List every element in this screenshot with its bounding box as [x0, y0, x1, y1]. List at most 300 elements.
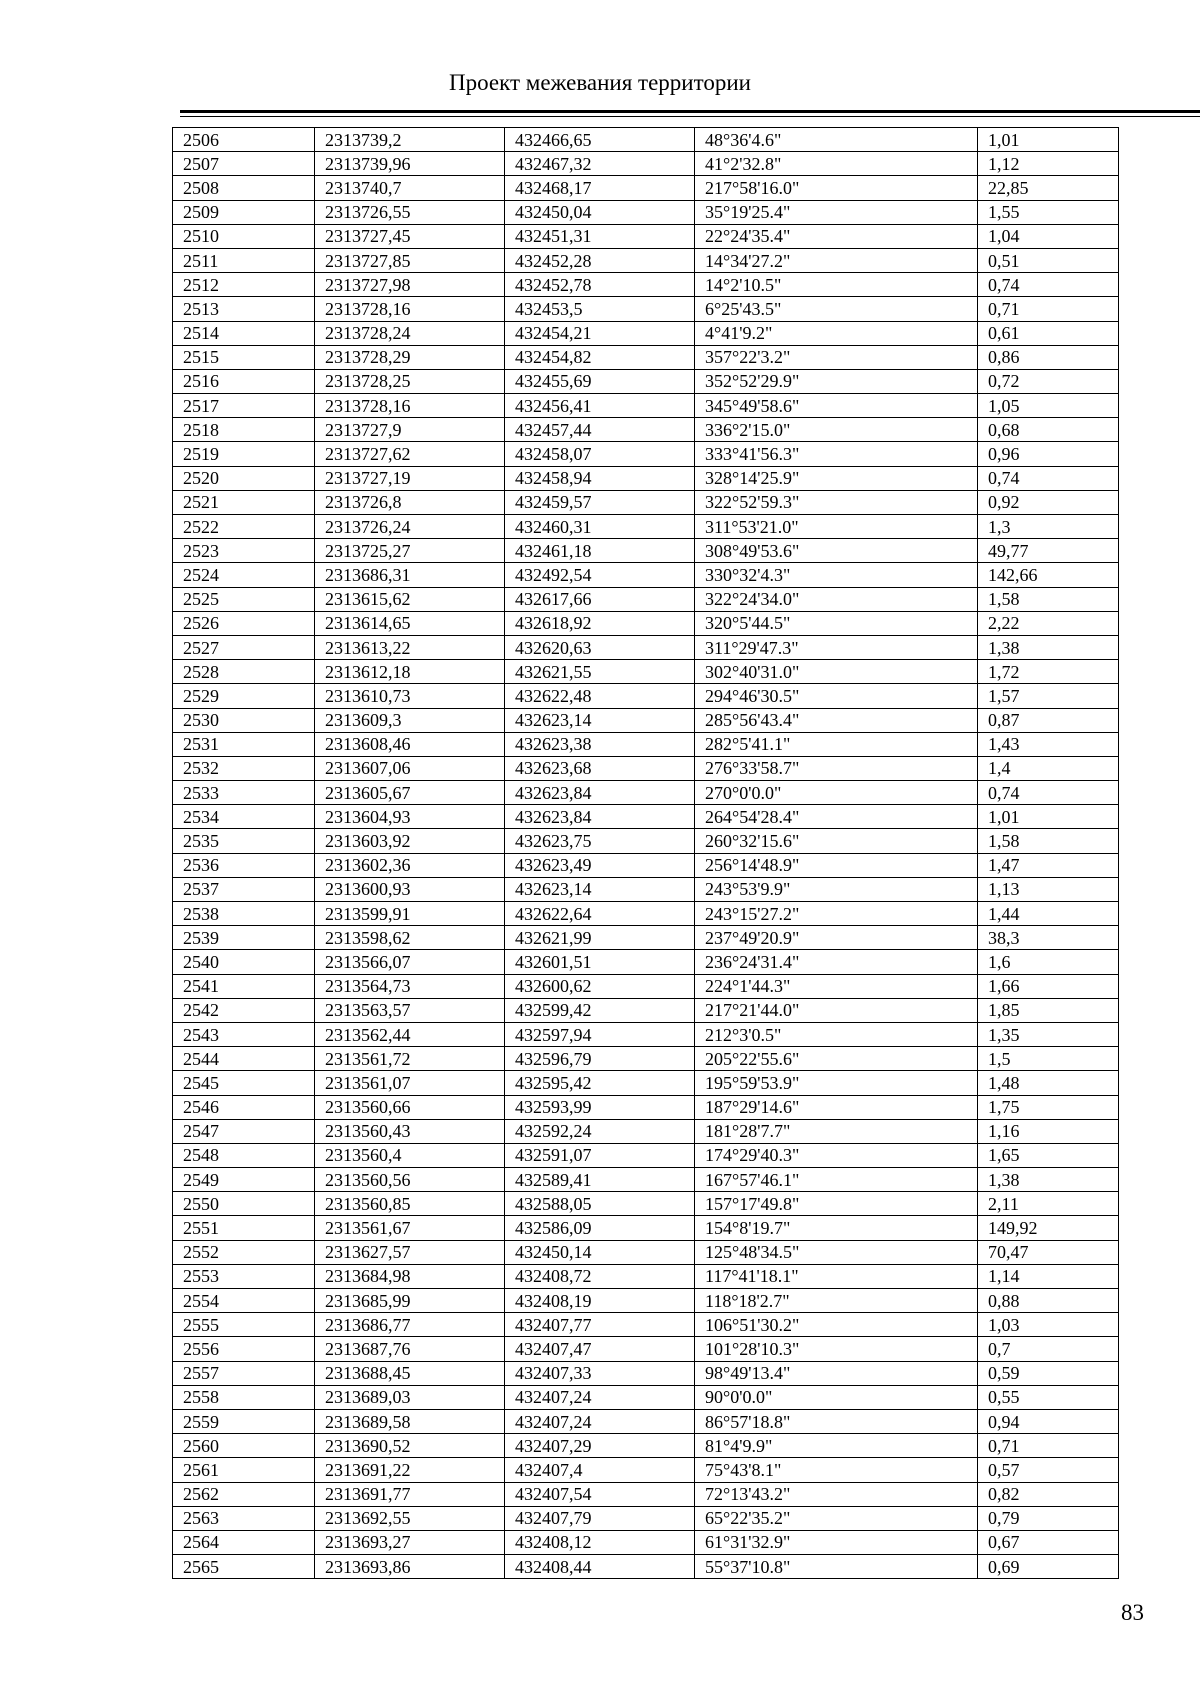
- point-number-cell: 2509: [173, 200, 315, 224]
- table-row: [173, 1071, 1119, 1095]
- distance-cell: 1,6: [978, 950, 1119, 974]
- distance-cell: 1,43: [978, 732, 1119, 756]
- distance-cell: 1,38: [978, 1168, 1119, 1192]
- x-coordinate-cell: 2313727,19: [315, 466, 505, 490]
- y-coordinate-cell: 432450,04: [505, 200, 695, 224]
- distance-cell: 1,35: [978, 1022, 1119, 1046]
- direction-angle-cell: 320°5'44.5": [695, 611, 978, 635]
- distance-cell: 1,01: [978, 805, 1119, 829]
- x-coordinate-cell: 2313728,24: [315, 321, 505, 345]
- direction-angle-cell: 65°22'35.2": [695, 1506, 978, 1530]
- direction-angle-cell: 270°0'0.0": [695, 781, 978, 805]
- distance-cell: 1,01: [978, 128, 1119, 152]
- point-number-cell: 2508: [173, 176, 315, 200]
- point-number-cell: 2561: [173, 1458, 315, 1482]
- direction-angle-cell: 336°2'15.0": [695, 418, 978, 442]
- y-coordinate-cell: 432408,12: [505, 1530, 695, 1554]
- x-coordinate-cell: 2313605,67: [315, 781, 505, 805]
- y-coordinate-cell: 432407,33: [505, 1361, 695, 1385]
- point-number-cell: 2555: [173, 1313, 315, 1337]
- direction-angle-cell: 48°36'4.6": [695, 128, 978, 152]
- distance-cell: 1,13: [978, 877, 1119, 901]
- table-row: [173, 829, 1119, 853]
- distance-cell: 1,47: [978, 853, 1119, 877]
- point-number-cell: 2510: [173, 224, 315, 248]
- point-number-cell: 2507: [173, 152, 315, 176]
- y-coordinate-cell: 432407,54: [505, 1482, 695, 1506]
- distance-cell: 1,57: [978, 684, 1119, 708]
- x-coordinate-cell: 2313685,99: [315, 1289, 505, 1313]
- point-number-cell: 2545: [173, 1071, 315, 1095]
- x-coordinate-cell: 2313687,76: [315, 1337, 505, 1361]
- point-number-cell: 2542: [173, 998, 315, 1022]
- direction-angle-cell: 322°52'59.3": [695, 490, 978, 514]
- distance-cell: 0,92: [978, 490, 1119, 514]
- direction-angle-cell: 357°22'3.2": [695, 345, 978, 369]
- distance-cell: 0,59: [978, 1361, 1119, 1385]
- table-row: [173, 128, 1119, 152]
- point-number-cell: 2511: [173, 248, 315, 272]
- point-number-cell: 2559: [173, 1409, 315, 1433]
- y-coordinate-cell: 432407,29: [505, 1434, 695, 1458]
- direction-angle-cell: 106°51'30.2": [695, 1313, 978, 1337]
- table-row: [173, 1168, 1119, 1192]
- table-row: [173, 1434, 1119, 1458]
- x-coordinate-cell: 2313726,8: [315, 490, 505, 514]
- x-coordinate-cell: 2313604,93: [315, 805, 505, 829]
- x-coordinate-cell: 2313690,52: [315, 1434, 505, 1458]
- point-number-cell: 2539: [173, 926, 315, 950]
- x-coordinate-cell: 2313602,36: [315, 853, 505, 877]
- direction-angle-cell: 217°21'44.0": [695, 998, 978, 1022]
- y-coordinate-cell: 432623,68: [505, 756, 695, 780]
- x-coordinate-cell: 2313561,07: [315, 1071, 505, 1095]
- y-coordinate-cell: 432407,24: [505, 1409, 695, 1433]
- point-number-cell: 2515: [173, 345, 315, 369]
- x-coordinate-cell: 2313726,24: [315, 515, 505, 539]
- distance-cell: 1,66: [978, 974, 1119, 998]
- distance-cell: 0,71: [978, 1434, 1119, 1458]
- direction-angle-cell: 61°31'32.9": [695, 1530, 978, 1554]
- table-row: [173, 1385, 1119, 1409]
- x-coordinate-cell: 2313614,65: [315, 611, 505, 635]
- table-row: [173, 1264, 1119, 1288]
- y-coordinate-cell: 432595,42: [505, 1071, 695, 1095]
- point-number-cell: 2524: [173, 563, 315, 587]
- point-number-cell: 2549: [173, 1168, 315, 1192]
- distance-cell: 0,96: [978, 442, 1119, 466]
- table-row: [173, 273, 1119, 297]
- y-coordinate-cell: 432597,94: [505, 1022, 695, 1046]
- table-row: [173, 490, 1119, 514]
- distance-cell: 1,38: [978, 635, 1119, 659]
- distance-cell: 1,03: [978, 1313, 1119, 1337]
- table-row: [173, 1192, 1119, 1216]
- y-coordinate-cell: 432617,66: [505, 587, 695, 611]
- point-number-cell: 2531: [173, 732, 315, 756]
- point-number-cell: 2530: [173, 708, 315, 732]
- table-row: [173, 345, 1119, 369]
- y-coordinate-cell: 432622,48: [505, 684, 695, 708]
- distance-cell: 2,22: [978, 611, 1119, 635]
- x-coordinate-cell: 2313612,18: [315, 660, 505, 684]
- direction-angle-cell: 308°49'53.6": [695, 539, 978, 563]
- x-coordinate-cell: 2313560,66: [315, 1095, 505, 1119]
- direction-angle-cell: 35°19'25.4": [695, 200, 978, 224]
- direction-angle-cell: 311°29'47.3": [695, 635, 978, 659]
- distance-cell: 0,87: [978, 708, 1119, 732]
- x-coordinate-cell: 2313728,29: [315, 345, 505, 369]
- direction-angle-cell: 154°8'19.7": [695, 1216, 978, 1240]
- point-number-cell: 2556: [173, 1337, 315, 1361]
- header-rule-thin: [180, 116, 1200, 117]
- y-coordinate-cell: 432407,79: [505, 1506, 695, 1530]
- x-coordinate-cell: 2313686,77: [315, 1313, 505, 1337]
- direction-angle-cell: 243°15'27.2": [695, 902, 978, 926]
- page-header-title: Проект межевания территории: [449, 70, 751, 95]
- direction-angle-cell: 345°49'58.6": [695, 394, 978, 418]
- table-row: [173, 224, 1119, 248]
- x-coordinate-cell: 2313608,46: [315, 732, 505, 756]
- point-number-cell: 2565: [173, 1555, 315, 1579]
- point-number-cell: 2562: [173, 1482, 315, 1506]
- direction-angle-cell: 6°25'43.5": [695, 297, 978, 321]
- point-number-cell: 2521: [173, 490, 315, 514]
- x-coordinate-cell: 2313727,45: [315, 224, 505, 248]
- x-coordinate-cell: 2313561,72: [315, 1047, 505, 1071]
- distance-cell: 0,82: [978, 1482, 1119, 1506]
- x-coordinate-cell: 2313598,62: [315, 926, 505, 950]
- table-row: [173, 902, 1119, 926]
- direction-angle-cell: 118°18'2.7": [695, 1289, 978, 1313]
- point-number-cell: 2563: [173, 1506, 315, 1530]
- table-row: [173, 1240, 1119, 1264]
- table-row: [173, 974, 1119, 998]
- y-coordinate-cell: 432468,17: [505, 176, 695, 200]
- x-coordinate-cell: 2313693,86: [315, 1555, 505, 1579]
- table-row: [173, 756, 1119, 780]
- direction-angle-cell: 322°24'34.0": [695, 587, 978, 611]
- distance-cell: 1,04: [978, 224, 1119, 248]
- direction-angle-cell: 14°2'10.5": [695, 273, 978, 297]
- direction-angle-cell: 41°2'32.8": [695, 152, 978, 176]
- table-row: [173, 321, 1119, 345]
- y-coordinate-cell: 432450,14: [505, 1240, 695, 1264]
- table-row: [173, 466, 1119, 490]
- distance-cell: 149,92: [978, 1216, 1119, 1240]
- x-coordinate-cell: 2313725,27: [315, 539, 505, 563]
- point-number-cell: 2506: [173, 128, 315, 152]
- distance-cell: 1,05: [978, 394, 1119, 418]
- y-coordinate-cell: 432408,44: [505, 1555, 695, 1579]
- distance-cell: 0,61: [978, 321, 1119, 345]
- y-coordinate-cell: 432623,75: [505, 829, 695, 853]
- point-number-cell: 2544: [173, 1047, 315, 1071]
- x-coordinate-cell: 2313615,62: [315, 587, 505, 611]
- table-row: [173, 563, 1119, 587]
- direction-angle-cell: 311°53'21.0": [695, 515, 978, 539]
- y-coordinate-cell: 432460,31: [505, 515, 695, 539]
- point-number-cell: 2526: [173, 611, 315, 635]
- y-coordinate-cell: 432461,18: [505, 539, 695, 563]
- y-coordinate-cell: 432407,47: [505, 1337, 695, 1361]
- distance-cell: 1,55: [978, 200, 1119, 224]
- y-coordinate-cell: 432466,65: [505, 128, 695, 152]
- x-coordinate-cell: 2313728,25: [315, 369, 505, 393]
- y-coordinate-cell: 432492,54: [505, 563, 695, 587]
- point-number-cell: 2551: [173, 1216, 315, 1240]
- distance-cell: 2,11: [978, 1192, 1119, 1216]
- direction-angle-cell: 333°41'56.3": [695, 442, 978, 466]
- x-coordinate-cell: 2313739,2: [315, 128, 505, 152]
- direction-angle-cell: 75°43'8.1": [695, 1458, 978, 1482]
- direction-angle-cell: 282°5'41.1": [695, 732, 978, 756]
- y-coordinate-cell: 432621,99: [505, 926, 695, 950]
- point-number-cell: 2564: [173, 1530, 315, 1554]
- point-number-cell: 2536: [173, 853, 315, 877]
- distance-cell: 1,3: [978, 515, 1119, 539]
- table-row: [173, 248, 1119, 272]
- table-row: [173, 587, 1119, 611]
- point-number-cell: 2513: [173, 297, 315, 321]
- x-coordinate-cell: 2313688,45: [315, 1361, 505, 1385]
- point-number-cell: 2525: [173, 587, 315, 611]
- y-coordinate-cell: 432596,79: [505, 1047, 695, 1071]
- point-number-cell: 2529: [173, 684, 315, 708]
- x-coordinate-cell: 2313692,55: [315, 1506, 505, 1530]
- point-number-cell: 2517: [173, 394, 315, 418]
- y-coordinate-cell: 432586,09: [505, 1216, 695, 1240]
- direction-angle-cell: 125°48'34.5": [695, 1240, 978, 1264]
- coordinates-table: [172, 127, 1119, 1579]
- direction-angle-cell: 101°28'10.3": [695, 1337, 978, 1361]
- distance-cell: 0,79: [978, 1506, 1119, 1530]
- table-row: [173, 1022, 1119, 1046]
- table-row: [173, 539, 1119, 563]
- direction-angle-cell: 352°52'29.9": [695, 369, 978, 393]
- table-row: [173, 200, 1119, 224]
- table-row: [173, 1361, 1119, 1385]
- point-number-cell: 2554: [173, 1289, 315, 1313]
- point-number-cell: 2518: [173, 418, 315, 442]
- table-row: [173, 1337, 1119, 1361]
- table-row: [173, 805, 1119, 829]
- distance-cell: 0,72: [978, 369, 1119, 393]
- point-number-cell: 2514: [173, 321, 315, 345]
- x-coordinate-cell: 2313689,58: [315, 1409, 505, 1433]
- table-row: [173, 1119, 1119, 1143]
- distance-cell: 0,86: [978, 345, 1119, 369]
- point-number-cell: 2560: [173, 1434, 315, 1458]
- direction-angle-cell: 157°17'49.8": [695, 1192, 978, 1216]
- x-coordinate-cell: 2313560,56: [315, 1168, 505, 1192]
- x-coordinate-cell: 2313561,67: [315, 1216, 505, 1240]
- x-coordinate-cell: 2313599,91: [315, 902, 505, 926]
- distance-cell: 0,7: [978, 1337, 1119, 1361]
- x-coordinate-cell: 2313609,3: [315, 708, 505, 732]
- distance-cell: 1,65: [978, 1143, 1119, 1167]
- page-number: 83: [1121, 1600, 1144, 1625]
- y-coordinate-cell: 432589,41: [505, 1168, 695, 1192]
- table-row: [173, 297, 1119, 321]
- y-coordinate-cell: 432457,44: [505, 418, 695, 442]
- direction-angle-cell: 195°59'53.9": [695, 1071, 978, 1095]
- direction-angle-cell: 181°28'7.7": [695, 1119, 978, 1143]
- x-coordinate-cell: 2313610,73: [315, 684, 505, 708]
- point-number-cell: 2532: [173, 756, 315, 780]
- coordinates-table-body: [173, 128, 1119, 1579]
- direction-angle-cell: 294°46'30.5": [695, 684, 978, 708]
- point-number-cell: 2547: [173, 1119, 315, 1143]
- table-row: [173, 635, 1119, 659]
- direction-angle-cell: 14°34'27.2": [695, 248, 978, 272]
- y-coordinate-cell: 432456,41: [505, 394, 695, 418]
- direction-angle-cell: 22°24'35.4": [695, 224, 978, 248]
- y-coordinate-cell: 432588,05: [505, 1192, 695, 1216]
- distance-cell: 0,74: [978, 781, 1119, 805]
- table-row: [173, 660, 1119, 684]
- header-rule-thick: [180, 110, 1200, 113]
- point-number-cell: 2541: [173, 974, 315, 998]
- direction-angle-cell: 212°3'0.5": [695, 1022, 978, 1046]
- point-number-cell: 2553: [173, 1264, 315, 1288]
- point-number-cell: 2548: [173, 1143, 315, 1167]
- point-number-cell: 2523: [173, 539, 315, 563]
- x-coordinate-cell: 2313691,22: [315, 1458, 505, 1482]
- x-coordinate-cell: 2313686,31: [315, 563, 505, 587]
- y-coordinate-cell: 432455,69: [505, 369, 695, 393]
- distance-cell: 0,57: [978, 1458, 1119, 1482]
- y-coordinate-cell: 432407,77: [505, 1313, 695, 1337]
- x-coordinate-cell: 2313560,85: [315, 1192, 505, 1216]
- distance-cell: 22,85: [978, 176, 1119, 200]
- table-row: [173, 515, 1119, 539]
- direction-angle-cell: 4°41'9.2": [695, 321, 978, 345]
- y-coordinate-cell: 432454,82: [505, 345, 695, 369]
- y-coordinate-cell: 432620,63: [505, 635, 695, 659]
- x-coordinate-cell: 2313689,03: [315, 1385, 505, 1409]
- y-coordinate-cell: 432621,55: [505, 660, 695, 684]
- table-row: [173, 1506, 1119, 1530]
- direction-angle-cell: 217°58'16.0": [695, 176, 978, 200]
- table-row: [173, 853, 1119, 877]
- x-coordinate-cell: 2313560,4: [315, 1143, 505, 1167]
- table-row: [173, 1143, 1119, 1167]
- distance-cell: 0,69: [978, 1555, 1119, 1579]
- point-number-cell: 2540: [173, 950, 315, 974]
- direction-angle-cell: 260°32'15.6": [695, 829, 978, 853]
- x-coordinate-cell: 2313563,57: [315, 998, 505, 1022]
- x-coordinate-cell: 2313684,98: [315, 1264, 505, 1288]
- direction-angle-cell: 285°56'43.4": [695, 708, 978, 732]
- x-coordinate-cell: 2313566,07: [315, 950, 505, 974]
- distance-cell: 38,3: [978, 926, 1119, 950]
- y-coordinate-cell: 432467,32: [505, 152, 695, 176]
- direction-angle-cell: 86°57'18.8": [695, 1409, 978, 1433]
- y-coordinate-cell: 432623,49: [505, 853, 695, 877]
- direction-angle-cell: 224°1'44.3": [695, 974, 978, 998]
- y-coordinate-cell: 432452,28: [505, 248, 695, 272]
- direction-angle-cell: 90°0'0.0": [695, 1385, 978, 1409]
- point-number-cell: 2552: [173, 1240, 315, 1264]
- y-coordinate-cell: 432458,07: [505, 442, 695, 466]
- x-coordinate-cell: 2313739,96: [315, 152, 505, 176]
- y-coordinate-cell: 432458,94: [505, 466, 695, 490]
- x-coordinate-cell: 2313727,98: [315, 273, 505, 297]
- table-row: [173, 950, 1119, 974]
- table-row: [173, 1216, 1119, 1240]
- distance-cell: 0,74: [978, 273, 1119, 297]
- y-coordinate-cell: 432623,14: [505, 708, 695, 732]
- distance-cell: 1,85: [978, 998, 1119, 1022]
- direction-angle-cell: 55°37'10.8": [695, 1555, 978, 1579]
- x-coordinate-cell: 2313600,93: [315, 877, 505, 901]
- table-row: [173, 1482, 1119, 1506]
- distance-cell: 0,71: [978, 297, 1119, 321]
- distance-cell: 1,12: [978, 152, 1119, 176]
- distance-cell: 142,66: [978, 563, 1119, 587]
- y-coordinate-cell: 432599,42: [505, 998, 695, 1022]
- direction-angle-cell: 276°33'58.7": [695, 756, 978, 780]
- table-row: [173, 1047, 1119, 1071]
- y-coordinate-cell: 432593,99: [505, 1095, 695, 1119]
- y-coordinate-cell: 432454,21: [505, 321, 695, 345]
- distance-cell: 1,48: [978, 1071, 1119, 1095]
- y-coordinate-cell: 432623,84: [505, 781, 695, 805]
- direction-angle-cell: 264°54'28.4": [695, 805, 978, 829]
- x-coordinate-cell: 2313607,06: [315, 756, 505, 780]
- direction-angle-cell: 205°22'55.6": [695, 1047, 978, 1071]
- x-coordinate-cell: 2313728,16: [315, 297, 505, 321]
- point-number-cell: 2535: [173, 829, 315, 853]
- point-number-cell: 2550: [173, 1192, 315, 1216]
- table-row: [173, 1530, 1119, 1554]
- table-row: [173, 998, 1119, 1022]
- y-coordinate-cell: 432591,07: [505, 1143, 695, 1167]
- distance-cell: 1,4: [978, 756, 1119, 780]
- y-coordinate-cell: 432600,62: [505, 974, 695, 998]
- x-coordinate-cell: 2313564,73: [315, 974, 505, 998]
- x-coordinate-cell: 2313728,16: [315, 394, 505, 418]
- distance-cell: 0,88: [978, 1289, 1119, 1313]
- point-number-cell: 2538: [173, 902, 315, 926]
- point-number-cell: 2534: [173, 805, 315, 829]
- y-coordinate-cell: 432622,64: [505, 902, 695, 926]
- distance-cell: 0,55: [978, 1385, 1119, 1409]
- distance-cell: 0,68: [978, 418, 1119, 442]
- x-coordinate-cell: 2313727,85: [315, 248, 505, 272]
- x-coordinate-cell: 2313603,92: [315, 829, 505, 853]
- direction-angle-cell: 237°49'20.9": [695, 926, 978, 950]
- point-number-cell: 2512: [173, 273, 315, 297]
- direction-angle-cell: 256°14'48.9": [695, 853, 978, 877]
- distance-cell: 1,58: [978, 829, 1119, 853]
- point-number-cell: 2533: [173, 781, 315, 805]
- x-coordinate-cell: 2313562,44: [315, 1022, 505, 1046]
- point-number-cell: 2537: [173, 877, 315, 901]
- y-coordinate-cell: 432407,24: [505, 1385, 695, 1409]
- point-number-cell: 2522: [173, 515, 315, 539]
- y-coordinate-cell: 432623,14: [505, 877, 695, 901]
- distance-cell: 0,74: [978, 466, 1119, 490]
- distance-cell: 1,16: [978, 1119, 1119, 1143]
- direction-angle-cell: 187°29'14.6": [695, 1095, 978, 1119]
- distance-cell: 1,44: [978, 902, 1119, 926]
- direction-angle-cell: 81°4'9.9": [695, 1434, 978, 1458]
- y-coordinate-cell: 432407,4: [505, 1458, 695, 1482]
- table-row: [173, 152, 1119, 176]
- distance-cell: 1,72: [978, 660, 1119, 684]
